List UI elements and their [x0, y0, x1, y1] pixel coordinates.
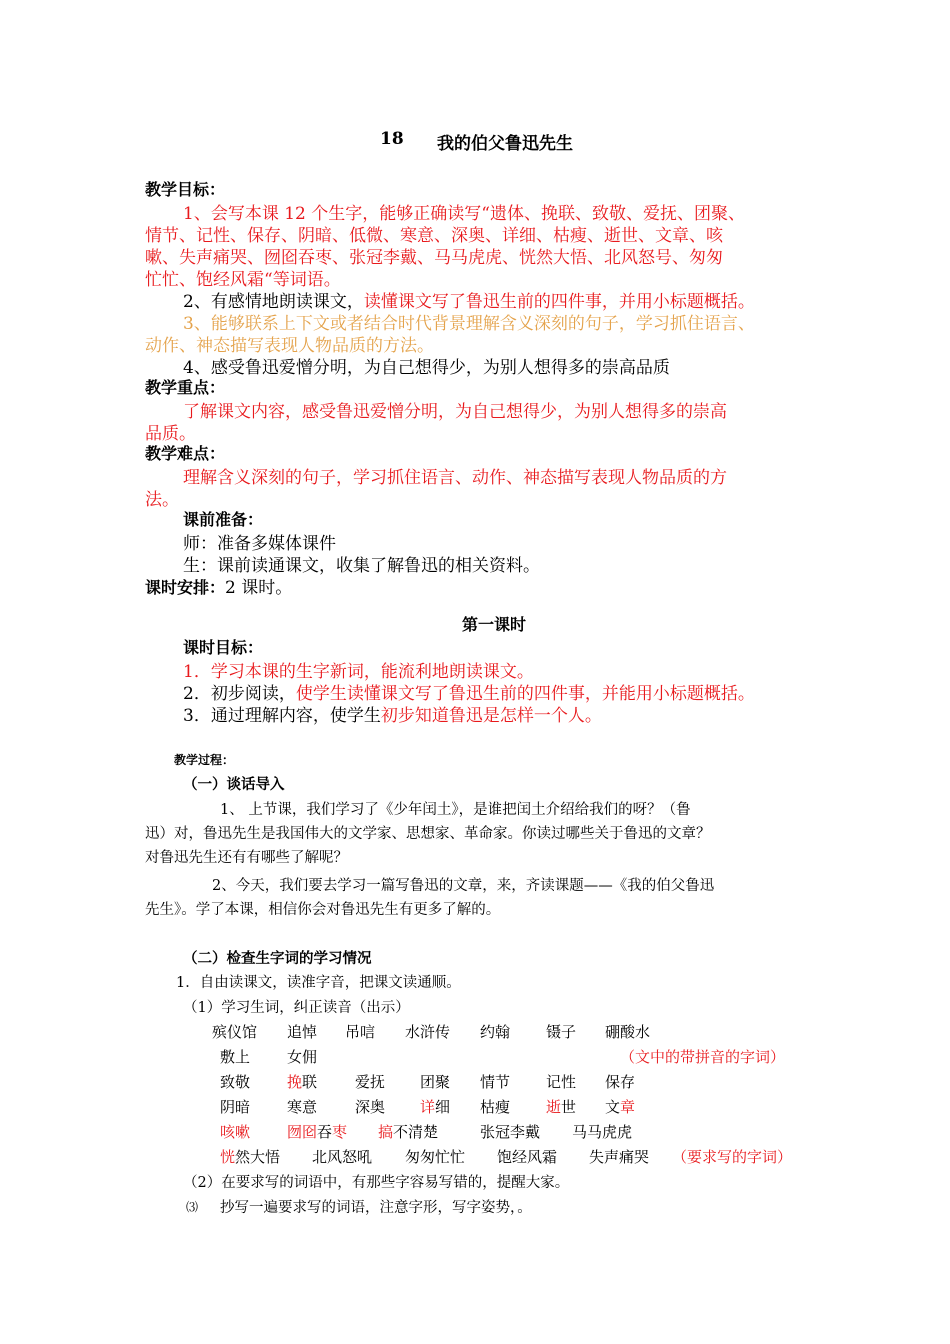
key-points-line-1: 了解课文内容，感受鲁迅爱憎分明，为自己想得少，为别人想得多的崇高 — [183, 402, 727, 422]
word-marked-char: 逝 — [546, 1098, 562, 1116]
lesson1-goals-heading: 课时目标： — [183, 638, 264, 657]
page-title: 我的伯父鲁迅先生 — [437, 134, 573, 154]
word: 囫囵吞枣 — [287, 1123, 348, 1141]
key-points-heading: 教学重点： — [145, 378, 226, 397]
word-marked-chars: 囫囵 — [287, 1123, 318, 1141]
word: 保存 — [605, 1073, 636, 1091]
word: 马马虎虎 — [572, 1123, 633, 1141]
difficulties-heading: 教学难点： — [145, 444, 226, 463]
difficulties-line-2: 法。 — [145, 490, 179, 510]
word: 搞不清楚 — [378, 1123, 439, 1141]
word-marked-char: 详 — [420, 1098, 436, 1116]
word: 匆匆忙忙 — [405, 1148, 466, 1166]
lesson-number: 18 — [380, 129, 404, 149]
preparation-teacher: 师：准备多媒体课件 — [183, 534, 336, 554]
p2-line-2: 先生》。学了本课，相信你会对鲁迅先生有更多了解的。 — [145, 902, 501, 918]
word: 爱抚 — [355, 1073, 386, 1091]
difficulties-line-1: 理解含义深刻的句子，学习抓住语言、动作、神态描写表现人物品质的方 — [183, 468, 727, 488]
word: 水浒传 — [405, 1023, 451, 1041]
objective-2-highlight: 读懂课文写了鲁迅生前的四件事，并用小标题概括。 — [363, 292, 755, 312]
word: 深奥 — [355, 1098, 386, 1116]
objective-1-line-3: 嗽、失声痛哭、囫囵吞枣、张冠李戴、马马虎虎、恍然大悟、北风怒号、匆匆 — [145, 248, 723, 268]
word: 追悼 — [287, 1023, 318, 1041]
key-points-line-2: 品质。 — [145, 424, 196, 444]
word: 情节 — [480, 1073, 511, 1091]
word: 镊子 — [546, 1023, 577, 1041]
objective-1-line-1: 1、会写本课 12 个生字，能够正确读写“遗体、挽联、致敬、爱抚、团聚、 — [183, 204, 745, 224]
section-1-heading: （一）谈话导入 — [183, 776, 285, 793]
p1-line-2: 迅）对，鲁迅先生是我国伟大的文学家、思想家、革命家。你读过哪些关于鲁迅的文章？ — [145, 826, 711, 842]
objective-3-line-1: 3、能够联系上下文或者结合时代背景理解含义深刻的句子，学习抓住语言、 — [183, 314, 755, 334]
word: 饱经风霜 — [497, 1148, 558, 1166]
schedule-value: 2 课时。 — [225, 578, 293, 598]
word: 寒意 — [287, 1098, 318, 1116]
step-1-2: （2）在要求写的词语中，有那些字容易写错的，提醒大家。 — [183, 1175, 570, 1191]
word: 敷上 — [220, 1048, 251, 1066]
lesson1-heading: 第一课时 — [462, 615, 527, 634]
word: 挽联 — [287, 1073, 318, 1091]
p1-line-1: 1、 上节课，我们学习了《少年闰土》，是谁把闰土介绍给我们的呀？（鲁 — [220, 802, 691, 818]
schedule — [145, 573, 292, 598]
objective-4: 4、感受鲁迅爱憎分明，为自己想得少，为别人想得多的崇高品质 — [183, 358, 670, 378]
word: 失声痛哭 — [589, 1148, 650, 1166]
word-marked-char: 挽 — [287, 1073, 303, 1091]
word-marked-char: 章 — [620, 1098, 636, 1116]
process-heading: 教学过程： — [174, 753, 235, 767]
word: 硼酸水 — [605, 1023, 651, 1041]
word: 逝世 — [546, 1098, 577, 1116]
preparation-student: 生：课前读通课文，收集了解鲁迅的相关资料。 — [183, 556, 540, 576]
schedule-label: 课时安排： — [145, 578, 226, 597]
lesson1-goal-1: 1．学习本课的生字新词，能流利地朗读课文。 — [183, 662, 534, 682]
lesson1-goal-2-highlight: 使学生读懂课文写了鲁迅生前的四件事，并能用小标题概括。 — [295, 684, 755, 704]
word: 北风怒吼 — [312, 1148, 373, 1166]
step-1-3: 抄写一遍要求写的词语，注意字形，写字姿势，。 — [220, 1200, 532, 1216]
word: 枯瘦 — [480, 1098, 511, 1116]
objective-2-text: 2、有感情地朗读课文， — [183, 292, 364, 312]
section-2-heading: （二）检查生字词的学习情况 — [183, 950, 372, 967]
p1-line-3: 对鲁迅先生还有有哪些了解呢？ — [145, 850, 348, 866]
word: 团聚 — [420, 1073, 451, 1091]
objective-1-line-2: 情节、记性、保存、阴暗、低微、寒意、深奥、详细、枯瘦、逝世、文章、咳 — [145, 226, 723, 246]
note-pinyin-words: （文中的带拼音的字词） — [620, 1048, 786, 1066]
step-1-3-number: ⑶ — [186, 1200, 199, 1214]
word: 致敬 — [220, 1073, 251, 1091]
word-marked-char: 枣 — [332, 1123, 348, 1141]
word: 记性 — [546, 1073, 577, 1091]
lesson1-goal-3-highlight: 初步知道鲁迅是怎样一个人。 — [380, 706, 602, 726]
word: 约翰 — [480, 1023, 511, 1041]
lesson1-goal-3-text: 3．通过理解内容，使学生 — [183, 706, 381, 726]
word: 文章 — [605, 1098, 636, 1116]
lesson1-goal-3 — [183, 701, 602, 726]
objective-3-line-2: 动作、神态描写表现人物品质的方法。 — [145, 336, 434, 356]
preparation-heading: 课前准备： — [183, 510, 264, 529]
objective-1-line-4: 忙忙、饱经风霜“等词语。 — [145, 270, 341, 290]
word: 详细 — [420, 1098, 451, 1116]
note-write-words: （要求写的字词） — [672, 1148, 793, 1166]
p2-line-1: 2、今天，我们要去学习一篇写鲁迅的文章，来，齐读课题——《我的伯父鲁迅 — [212, 878, 715, 894]
word: 咳嗽 — [220, 1123, 251, 1141]
word: 吊唁 — [345, 1023, 376, 1041]
objectives-heading: 教学目标： — [145, 180, 226, 199]
step-1-1: （1）学习生词，纠正读音（出示） — [183, 1000, 410, 1016]
word: 阴暗 — [220, 1098, 251, 1116]
word-marked-char: 搞 — [378, 1123, 394, 1141]
word: 殡仪馆 — [212, 1023, 258, 1041]
lesson1-goal-2-text: 2．初步阅读， — [183, 684, 296, 704]
word: 恍然大悟 — [220, 1148, 281, 1166]
word: 女佣 — [287, 1048, 318, 1066]
word: 张冠李戴 — [480, 1123, 541, 1141]
step-1: 1．自由读课文，读准字音，把课文读通顺。 — [176, 975, 461, 991]
word-marked-char: 恍 — [220, 1148, 236, 1166]
